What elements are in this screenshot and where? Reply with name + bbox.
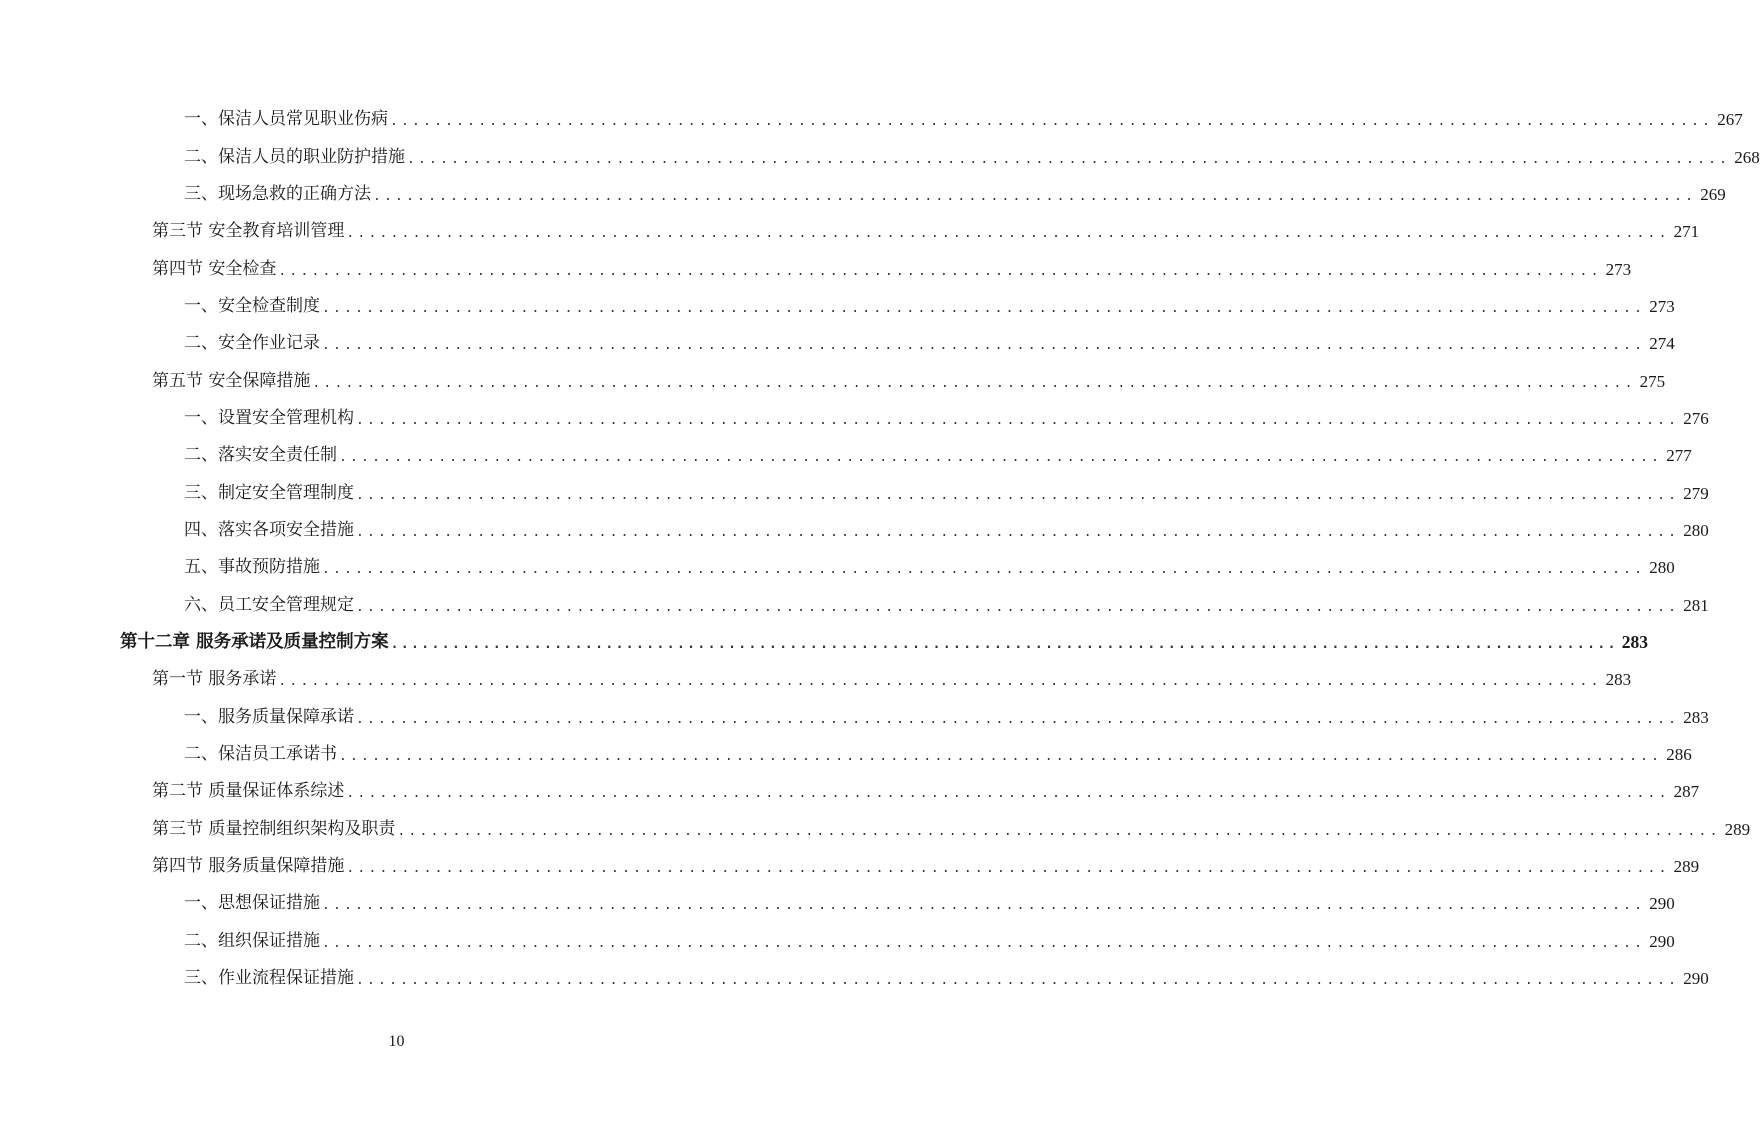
dot-leader: ........................................................................................................................ (390, 636, 1618, 652)
dot-leader: ........................................................................................................................ (346, 861, 1670, 877)
toc-entry[interactable] (152, 773, 1700, 810)
toc-entry-page: 290 (1649, 931, 1675, 951)
toc-entry[interactable] (184, 586, 1709, 623)
toc-entry-title: 第五节 安全保障措施 (152, 370, 311, 391)
toc-entry-title: 一、服务质量保障承诺 (184, 706, 354, 727)
toc-entry-page: 273 (1605, 259, 1632, 279)
toc-entry[interactable] (184, 288, 1675, 325)
toc-entry[interactable] (184, 885, 1675, 922)
toc-entry-title: 第三节 质量控制组织架构及职责 (152, 818, 396, 839)
dot-leader: ........................................................................................................................ (339, 749, 1663, 765)
dot-leader: ........................................................................................................................ (278, 674, 1602, 690)
toc-entry[interactable] (184, 923, 1675, 960)
toc-entry[interactable] (152, 811, 1751, 848)
toc-entry-page: 289 (1673, 857, 1700, 877)
dot-leader: ........................................................................................................................ (356, 599, 1680, 615)
toc-entry-title: 六、员工安全管理规定 (184, 594, 354, 615)
toc-entry-page: 271 (1673, 222, 1700, 242)
page-number: 10 (388, 1033, 405, 1050)
dot-leader: ........................................................................................................................ (390, 114, 1714, 130)
dot-leader: ........................................................................................................................ (356, 412, 1680, 428)
toc-entry-title: 二、组织保证措施 (184, 930, 320, 951)
toc-entry[interactable] (152, 250, 1632, 287)
toc-entry[interactable] (152, 661, 1632, 698)
toc-entry[interactable] (184, 176, 1726, 213)
toc-entry[interactable] (184, 512, 1709, 549)
toc-entry[interactable] (152, 213, 1700, 250)
toc-entry-title: 二、落实安全责任制 (184, 445, 337, 466)
toc-entry[interactable] (184, 101, 1743, 138)
toc-entry[interactable] (152, 362, 1666, 399)
toc-entry-page: 273 (1649, 296, 1675, 316)
toc-entry-title: 三、制定安全管理制度 (184, 482, 354, 503)
toc-entry-page: 287 (1673, 782, 1700, 802)
dot-leader: ........................................................................................................................ (346, 226, 1670, 242)
toc-entry-page: 283 (1683, 707, 1709, 727)
toc-entry-title: 第二节 质量保证体系综述 (152, 781, 345, 802)
toc-entry[interactable] (184, 960, 1709, 997)
toc-entry-page: 280 (1649, 558, 1675, 578)
toc-entry-page: 274 (1649, 334, 1675, 354)
toc-entry-title: 一、安全检查制度 (184, 295, 320, 316)
toc-entry-page: 277 (1666, 446, 1692, 466)
toc-entry[interactable] (184, 437, 1692, 474)
toc-entry[interactable] (184, 325, 1675, 362)
dot-leader: ........................................................................................................................ (397, 823, 1721, 839)
toc-entry-title: 第十二章 服务承诺及质量控制方案 (120, 631, 389, 652)
toc-entry-title: 四、落实各项安全措施 (184, 519, 354, 540)
toc-entry-title: 第四节 服务质量保障措施 (152, 856, 345, 877)
dot-leader: ........................................................................................................................ (278, 263, 1602, 279)
toc-entry-page: 275 (1639, 371, 1666, 391)
toc-entry-title: 第四节 安全检查 (152, 258, 277, 279)
toc-entry-title: 二、保洁人员的职业防护措施 (184, 146, 405, 167)
dot-leader: ........................................................................................................................ (322, 338, 1646, 354)
toc-entry[interactable] (184, 699, 1709, 736)
toc-entry-page: 283 (1605, 670, 1632, 690)
dot-leader: ........................................................................................................................ (312, 375, 1636, 391)
toc-entry-page: 268 (1734, 147, 1760, 167)
toc-entry-page: 281 (1683, 595, 1709, 615)
toc-entry-page: 280 (1683, 520, 1709, 540)
toc-entry-page: 267 (1717, 110, 1743, 130)
toc-entry[interactable] (184, 400, 1709, 437)
toc-chapter-entry[interactable] (120, 624, 1649, 661)
dot-leader: ........................................................................................................................ (322, 898, 1646, 914)
toc-entry-page: 279 (1683, 483, 1709, 503)
toc-entry-page: 276 (1683, 408, 1709, 428)
toc-entry-title: 一、保洁人员常见职业伤病 (184, 109, 388, 130)
toc-entry[interactable] (184, 138, 1760, 175)
table-of-contents (0, 101, 1760, 997)
dot-leader: ........................................................................................................................ (339, 450, 1663, 466)
toc-entry[interactable] (152, 848, 1700, 885)
dot-leader: ........................................................................................................................ (322, 935, 1646, 951)
toc-entry[interactable] (184, 549, 1675, 586)
toc-entry-title: 三、现场急救的正确方法 (184, 183, 371, 204)
toc-entry-page: 289 (1724, 819, 1751, 839)
toc-entry-page: 269 (1700, 184, 1726, 204)
toc-entry-title: 第一节 服务承诺 (152, 669, 277, 690)
toc-entry-page: 290 (1683, 969, 1709, 989)
dot-leader: ........................................................................................................................ (407, 151, 1731, 167)
toc-entry-page: 286 (1666, 745, 1692, 765)
toc-entry-title: 二、安全作业记录 (184, 333, 320, 354)
dot-leader: ........................................................................................................................ (356, 524, 1680, 540)
toc-entry-title: 五、事故预防措施 (184, 557, 320, 578)
toc-entry-title: 二、保洁员工承诺书 (184, 744, 337, 765)
dot-leader: ........................................................................................................................ (356, 711, 1680, 727)
toc-entry-page: 283 (1621, 631, 1649, 652)
dot-leader: ........................................................................................................................ (322, 562, 1646, 578)
dot-leader: ........................................................................................................................ (346, 786, 1670, 802)
toc-entry[interactable] (184, 474, 1709, 511)
dot-leader: ........................................................................................................................ (373, 188, 1697, 204)
toc-entry-title: 第三节 安全教育培训管理 (152, 221, 345, 242)
dot-leader: ........................................................................................................................ (356, 487, 1680, 503)
toc-entry-title: 一、设置安全管理机构 (184, 407, 354, 428)
dot-leader: ........................................................................................................................ (356, 973, 1680, 989)
dot-leader: ........................................................................................................................ (322, 300, 1646, 316)
toc-entry-title: 一、思想保证措施 (184, 893, 320, 914)
toc-entry-page: 290 (1649, 894, 1675, 914)
toc-entry-title: 三、作业流程保证措施 (184, 968, 354, 989)
toc-entry[interactable] (184, 736, 1692, 773)
